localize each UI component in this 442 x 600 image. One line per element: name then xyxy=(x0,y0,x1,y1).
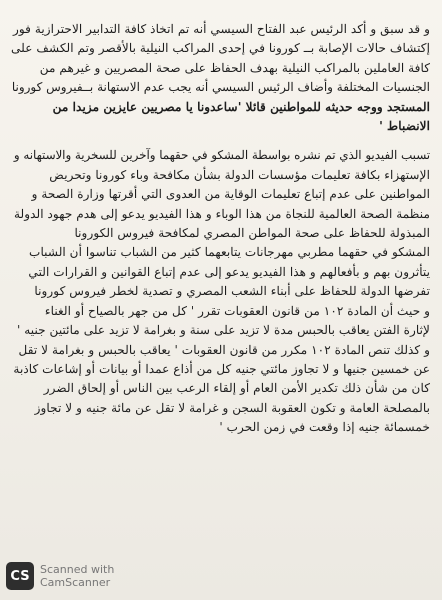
paragraph-1 xyxy=(10,20,430,136)
text-line: و حيث أن المادة ١٠٢ من قانون العقوبات تقرر ' كل من جهر بالصياح أو الغناء xyxy=(44,303,430,318)
text-line: و كذلك تنص المادة ١٠٢ مكرر من قانون العقوبات ' يعاقب بالحبس و بغرامة لا تقل xyxy=(18,342,430,357)
text-line: المستجد ووجه حديثه للمواطنين قائلا 'ساعدونا يا مصريين عايزين مزيدا من xyxy=(52,99,430,114)
paragraph-2 xyxy=(10,146,430,437)
text-line: بالمصلحة العامة و تكون العقوبة السجن و غرامة لا تقل عن مائة جنيه و لا تجاوز xyxy=(34,400,430,415)
camscanner-logo-icon: CS xyxy=(6,562,34,590)
text-line: المشكو في حقهما مطربي مهرجانات يتابعهما كثير من الشباب تناسوا أن الشباب xyxy=(28,245,430,260)
text-line: الإستهزاء بكافة تعليمات مؤسسات الدولة بشأن مكافحة وباء كورونا وتحريض xyxy=(49,167,430,182)
text-line: تسبب الفيديو الذي تم نشره بواسطة المشكو في حقهما وآخرين للسخرية والاستهانه و xyxy=(13,148,430,163)
watermark-line-2: CamScanner xyxy=(40,576,111,589)
article-body xyxy=(10,20,430,438)
text-line: و قد سبق و أكد الرئيس عبد الفتاح السيسي أنه تم اتخاذ كافة التدابير الاحترازية فور xyxy=(12,22,430,36)
text-line: عن خمسين جنيها و لا تجاوز مائتي جنيه كل من أذاع عمدا أو بيانات أو إشاعات كاذبة xyxy=(13,361,430,376)
text-line: يتأثرون بهم و بأفعالهم و هذا الفيديو يدعو إلى عدم إتباع القوانين و القرارات التي xyxy=(28,264,430,279)
text-line: إكتشاف حالات الإصابة بــ كورونا في إحدى المراكب النيلية بالأقصر وتم الكشف على xyxy=(11,41,430,56)
text-line: المواطنين على عدم إتباع تعليمات الوقاية من العدوى التي أقرتها وزارة الصحة و xyxy=(31,187,430,202)
text-line-bold: الانضباط ' xyxy=(379,119,430,134)
text-line: المبذولة للحفاظ على صحة المواطن المصري لمكافحة فيروس الكورونا xyxy=(74,226,430,241)
text-line: لإثارة الفتن يعاقب بالحبس مدة لا تزيد على سنة و بغرامة لا تزيد على مائتين جنيه ' xyxy=(17,323,430,338)
text-line: كافة العاملين بالمراكب النيلية بهدف الحفاظ على صحة المصريين و غيرهم من xyxy=(39,60,430,75)
text-line: منظمة الصحة العالمية للنجاة من هذا الوباء و هذا الفيديو يدعو إلى هدم جهود الدولة xyxy=(13,206,430,221)
watermark-line-1: Scanned with xyxy=(40,563,115,576)
camscanner-watermark xyxy=(6,562,114,590)
watermark-text xyxy=(40,563,114,589)
text-line: تفرضها الدولة للحفاظ على أبناء الشعب المصري و تصدية لخطر فيروس كورونا xyxy=(34,284,430,299)
text-line: خمسمائة جنيه إذا وقعت في زمن الحرب ' xyxy=(219,420,430,435)
text-line: كان من شأن ذلك تكدير الأمن العام أو إلقاء الرعب بين الناس أو إلحاق الضرر xyxy=(43,381,430,396)
text-line: الجنسيات المختلفة وأضاف الرئيس السيسي أنه يجب عدم الاستهانة بــفيروس كورونا xyxy=(11,80,430,95)
